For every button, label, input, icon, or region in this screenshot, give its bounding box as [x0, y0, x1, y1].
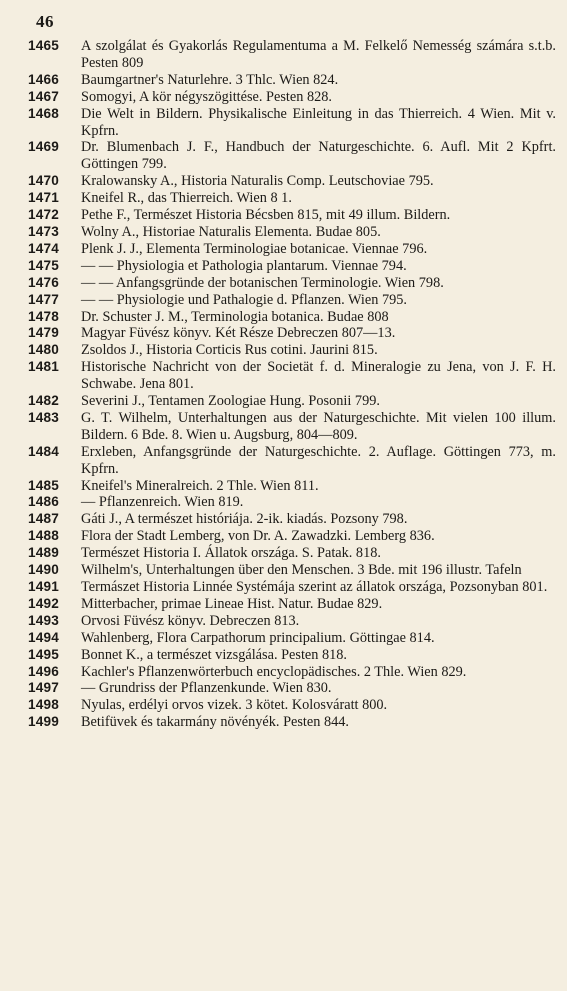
entry-number: 1499 [28, 714, 60, 730]
catalog-entry [28, 258, 556, 275]
catalog-entry [28, 444, 556, 478]
entry-number: 1477 [28, 291, 60, 307]
catalog-entry [28, 647, 556, 664]
entry-number: 1480 [28, 342, 60, 358]
catalog-entry [28, 190, 556, 207]
catalog-entry [28, 613, 556, 630]
entry-number: 1495 [28, 646, 60, 662]
entry-number: 1489 [28, 545, 60, 561]
catalog-entry [28, 562, 556, 579]
catalog-list [28, 38, 556, 731]
entry-text: Baumgartner's Naturlehre. 3 Thlc. Wien 824. [81, 71, 339, 88]
catalog-entry [28, 596, 556, 613]
entry-number: 1470 [28, 173, 60, 189]
catalog-entry [28, 173, 556, 190]
entry-text: Somogyi, A kör négyszögittése. Pesten 828. [81, 88, 332, 105]
entry-text: Orvosi Füvész könyv. Debreczen 813. [81, 612, 300, 629]
entry-number: 1483 [28, 409, 60, 425]
entry-number: 1468 [28, 105, 60, 121]
catalog-entry [28, 207, 556, 224]
entry-text: Bonnet K., a természet vizsgálása. Pesten 818. [81, 646, 348, 663]
catalog-entry [28, 511, 556, 528]
catalog-entry [28, 528, 556, 545]
entry-number: 1496 [28, 663, 60, 679]
entry-text: Historische Nachricht von der Societät f. d. Mineralogie zu Jena, von J. F. H. Schwabe. Jena 801. [81, 359, 556, 393]
entry-text: Természet Historia I. Állatok országa. S. Patak. 818. [81, 545, 381, 562]
entry-number: 1466 [28, 71, 60, 87]
page-number: 46 [36, 12, 54, 31]
catalog-entry [28, 359, 556, 393]
entry-text: Betifüvek és takarmány növényék. Pesten 844. [81, 714, 349, 731]
catalog-entry [28, 275, 556, 292]
catalog-entry [28, 579, 556, 596]
entry-text: Nyulas, erdélyi orvos vizek. 3 kötet. Kolosváratt 800. [81, 697, 388, 714]
catalog-entry [28, 89, 556, 106]
entry-number: 1497 [28, 680, 60, 696]
entry-text: — — Physiologie und Pathalogie d. Pflanzen. Wien 795. [81, 291, 407, 308]
catalog-entry [28, 478, 556, 495]
entry-text: Wolny A., Historiae Naturalis Elementa. Budae 805. [81, 223, 381, 240]
entry-number: 1492 [28, 595, 60, 611]
entry-text: A szolgálat és Gyakorlás Regulamentuma a M. Felkelő Nemesség számára s.t.b. Pesten 809 [81, 38, 556, 71]
entry-number: 1478 [28, 308, 60, 324]
entry-text: Zsoldos J., Historia Corticis Rus cotini. Jaurini 815. [81, 342, 378, 359]
entry-number: 1485 [28, 477, 60, 493]
entry-number: 1498 [28, 697, 60, 713]
catalog-entry [28, 309, 556, 326]
entry-number: 1473 [28, 223, 60, 239]
entry-text: — — Anfangsgründe der botanischen Terminologie. Wien 798. [81, 274, 444, 291]
catalog-entry [28, 241, 556, 258]
catalog-entry [28, 494, 556, 511]
catalog-entry [28, 106, 556, 140]
entry-text: Gáti J., A természet históriája. 2-ik. kiadás. Pozsony 798. [81, 511, 408, 528]
entry-text: Termászet Historia Linnée Systémája szerint az állatok országa, Pozsonyban 801. [81, 579, 548, 595]
entry-text: Wilhelm's, Unterhaltungen über den Menschen. 3 Bde. mit 196 illustr. Tafeln [81, 562, 522, 579]
entry-text: Flora der Stadt Lemberg, von Dr. A. Zawadzki. Lemberg 836. [81, 528, 435, 545]
entry-text: Erxleben, Anfangsgründe der Naturgeschichte. 2. Auflage. Göttingen 773, m. Kpfrn. [81, 443, 556, 477]
entry-text: Plenk J. J., Elementa Terminologiae botanicae. Viennae 796. [81, 240, 428, 257]
entry-text: — Grundriss der Pflanzenkunde. Wien 830. [81, 680, 332, 697]
catalog-entry [28, 38, 556, 72]
entry-number: 1479 [28, 325, 60, 341]
entry-number: 1465 [28, 38, 60, 53]
catalog-entry [28, 630, 556, 647]
entry-number: 1476 [28, 274, 60, 290]
entry-text: Kneifel R., das Thierreich. Wien 8 1. [81, 190, 292, 207]
entry-text: Kneifel's Mineralreich. 2 Thle. Wien 811. [81, 477, 319, 494]
entry-number: 1481 [28, 359, 60, 375]
entry-number: 1490 [28, 562, 60, 578]
catalog-entry [28, 664, 556, 681]
entry-number: 1484 [28, 443, 60, 459]
entry-number: 1493 [28, 612, 60, 628]
catalog-entry [28, 714, 556, 731]
catalog-entry [28, 545, 556, 562]
catalog-entry [28, 697, 556, 714]
catalog-entry [28, 72, 556, 89]
entry-number: 1475 [28, 257, 60, 273]
catalog-entry [28, 139, 556, 173]
entry-text: Severini J., Tentamen Zoologiae Hung. Posonii 799. [81, 393, 380, 410]
entry-text: — — Physiologia et Pathologia plantarum. Viennae 794. [81, 257, 407, 274]
entry-number: 1486 [28, 494, 60, 510]
catalog-entry [28, 325, 556, 342]
catalog-entry [28, 342, 556, 359]
entry-text: — Pflanzenreich. Wien 819. [81, 494, 244, 511]
catalog-entry [28, 393, 556, 410]
entry-text: Wahlenberg, Flora Carpathorum principalium. Göttingae 814. [81, 629, 435, 646]
entry-text: G. T. Wilhelm, Unterhaltungen aus der Naturgeschichte. Mit vielen 100 illum. Bildern. 6 Bde. 8. Wien u. Augsburg, 804—809. [81, 409, 556, 443]
entry-number: 1488 [28, 528, 60, 544]
catalog-entry [28, 292, 556, 309]
entry-text: Die Welt in Bildern. Physikalische Einleitung in das Thierreich. 4 Wien. Mit v. Kpfrn. [81, 105, 556, 139]
entry-number: 1469 [28, 139, 60, 155]
catalog-entry [28, 410, 556, 444]
entry-number: 1474 [28, 240, 60, 256]
entry-number: 1494 [28, 629, 60, 645]
entry-number: 1471 [28, 190, 60, 206]
entry-text: Magyar Füvész könyv. Két Része Debreczen 807—13. [81, 325, 396, 342]
entry-text: Dr. Blumenbach J. F., Handbuch der Naturgeschichte. 6. Aufl. Mit 2 Kpfrt. Göttingen 799. [81, 139, 556, 173]
entry-number: 1482 [28, 393, 60, 409]
entry-number: 1487 [28, 511, 60, 527]
entry-text: Dr. Schuster J. M., Terminologia botanica. Budae 808 [81, 308, 389, 325]
catalog-entry [28, 680, 556, 697]
catalog-entry [28, 224, 556, 241]
entry-number: 1472 [28, 207, 60, 223]
entry-text: Mitterbacher, primae Lineae Hist. Natur. Budae 829. [81, 595, 383, 612]
entry-text: Kachler's Pflanzenwörterbuch encyclopädisches. 2 Thle. Wien 829. [81, 663, 467, 680]
entry-number: 1491 [28, 579, 60, 594]
entry-number: 1467 [28, 88, 60, 104]
entry-text: Kralowansky A., Historia Naturalis Comp. Leutschoviae 795. [81, 173, 434, 190]
entry-text: Pethe F., Természet Historia Bécsben 815, mit 49 illum. Bildern. [81, 207, 451, 224]
